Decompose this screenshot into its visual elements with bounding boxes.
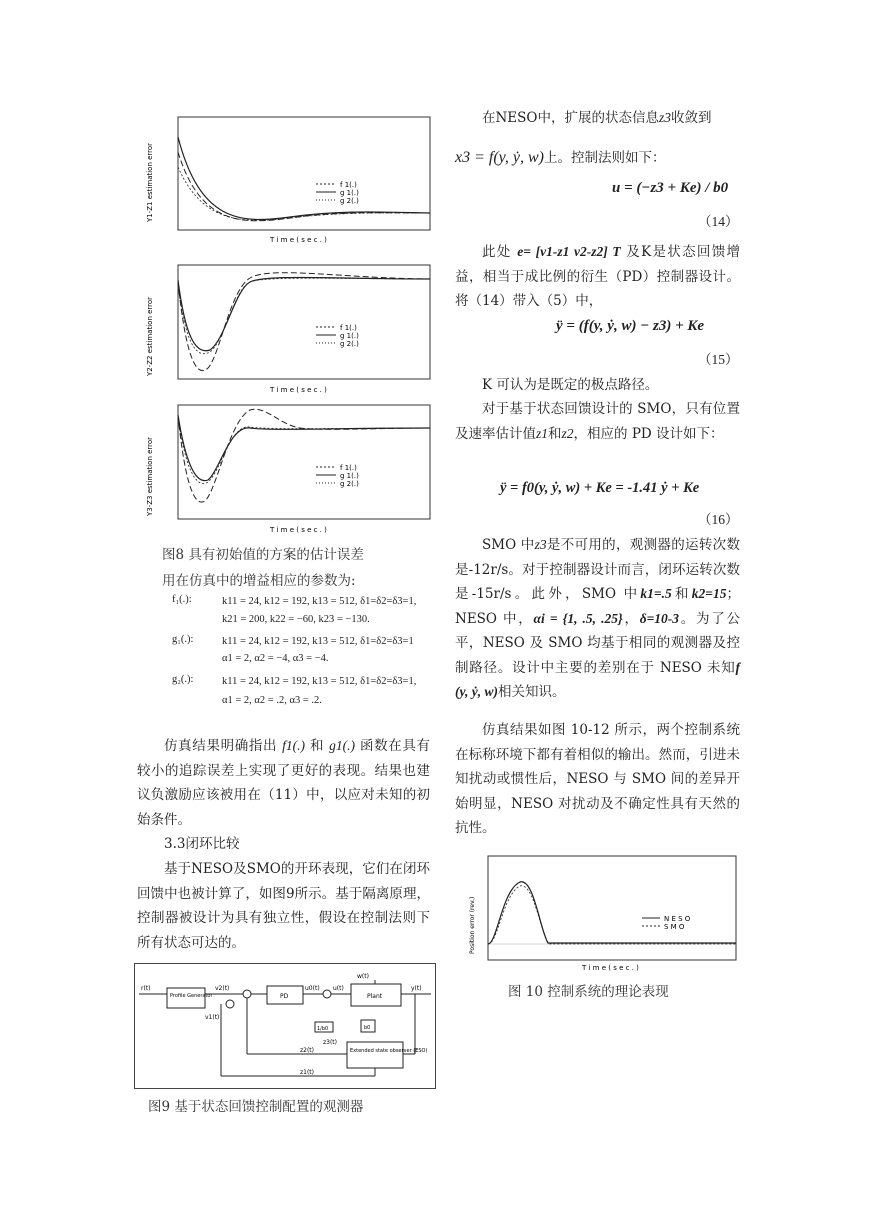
param-line-1b: k21 = 200, k22 = −60, k23 = −130. bbox=[222, 614, 370, 625]
param-line-1a: k11 = 24, k12 = 192, k13 = 512, δ1=δ2=δ3=1, bbox=[222, 596, 417, 607]
param-fn-2: g₁(.): bbox=[172, 634, 194, 645]
fig9-caption: 图9 基于状态回馈控制配置的观测器 bbox=[148, 1099, 364, 1115]
left-para-1 bbox=[137, 734, 430, 832]
fig10-svg bbox=[462, 850, 742, 972]
fig8-panel-2-svg bbox=[140, 260, 440, 396]
fig10-legend-neso: N E S O bbox=[664, 915, 691, 923]
fig9-eso: Extended state observer (ESO) bbox=[350, 1048, 428, 1054]
fig8-p2-ylabel: Y2-Z2 estimation error bbox=[146, 296, 154, 376]
fig8-p1-legend-2: g 1(.) bbox=[340, 189, 359, 197]
right-para-5: SMO 中z3是不可用的，观测器的运转次数是-12r/s。对于控制器设计而言，闭环运转次数是-15r/s。此外，SMO 中k1=.5和k2=15； NESO 中，αi = {1, .5, .25}，δ=10-3。为了公平，NESO 及 SMO 均基于相同的观测器及控制路径。设计中主要的差别在于 NESO 未知f (y, ẏ, w)相关知识。 bbox=[455, 537, 740, 700]
eq-16: ÿ = f0(y, ẏ, w) + Ke = -1.41 ẏ + Ke bbox=[500, 480, 700, 496]
eq-14-number: （14） bbox=[698, 214, 739, 229]
right-para-3: K 可认为是既定的极点路径。 bbox=[482, 377, 659, 393]
p5-k1: k1=.5 bbox=[640, 586, 672, 601]
fig9-z3: z3(t) bbox=[323, 1039, 338, 1046]
p5-z3: z3 bbox=[534, 537, 547, 552]
fig9-z2: z2(t) bbox=[300, 1047, 315, 1054]
left-para-2: 基于NESO及SMO的开环表现，它们在闭环回馈中也被计算了，如图9所示。基于隔离原理，控制器被设计为具有独立性，假设在控制法则下所有状态可达的。 bbox=[137, 861, 430, 951]
p2-text-b: 及K是状态回馈增益，相当于成比例的衍生（PD）控制器设计。将（14）带入（5）中， bbox=[455, 244, 741, 309]
fig8-p1-legend-1: f 1(.) bbox=[340, 181, 357, 189]
para1-text-b: 函数在具有较小的追踪误差上实现了更好的表现。结果也建议负激励应该被用在（11）中，以应对未知的初始条件。 bbox=[137, 738, 431, 828]
fig8-p3-xlabel: T i m e ( s e c . ) bbox=[270, 526, 327, 534]
p4-z1: z1 bbox=[536, 425, 549, 441]
right-para-1b bbox=[455, 146, 740, 171]
param-line-3b: α1 = 2, α2 = .2, α3 = .2. bbox=[222, 695, 322, 706]
fig9-plant: Plant bbox=[367, 993, 383, 1000]
gain-params bbox=[172, 594, 442, 714]
fig9-v2: v2(t) bbox=[215, 985, 230, 992]
p5-text-d: 。为了公平，NESO 及 SMO 均基于相同的观测器及控制路径。设计中主要的差别在于 NESO 未知 bbox=[455, 610, 740, 676]
fig8-p1-xlabel: T i m e ( s e c . ) bbox=[270, 236, 327, 244]
p5-text-b: 是不可用的，观测器的运转次数是-12r/s。对于控制器设计而言，闭环运转次数是-15r/s。此外，SMO 中 bbox=[455, 537, 740, 602]
p5-text-e: 相关知识。 bbox=[497, 684, 566, 700]
section-heading: 3.3闭环比较 bbox=[164, 836, 240, 852]
fig8-p2-legend-3: g 2(.) bbox=[340, 340, 359, 348]
param-line-2b: α1 = 2, α2 = −4, α3 = −4. bbox=[222, 653, 329, 664]
fig9-z1: z1(t) bbox=[300, 1069, 315, 1076]
p5-k2: k2=15 bbox=[691, 586, 727, 601]
fig8-panel-3 bbox=[140, 400, 440, 536]
fig9-b0inv: 1/b0 bbox=[317, 1026, 329, 1032]
fig8-p3-ylabel: Y3-Z3 estimation error bbox=[146, 436, 154, 516]
fig8-p1-legend-3: g 2(.) bbox=[340, 197, 359, 205]
fig8-panel-3-svg bbox=[140, 400, 440, 536]
fig8-panel-1-svg bbox=[140, 112, 440, 246]
p5-f: f (y, ẏ, w) bbox=[455, 659, 740, 699]
fig10-xlabel: T i m e ( s e c . ) bbox=[582, 964, 639, 972]
p1-z3: z3 bbox=[658, 110, 671, 125]
fig9-svg bbox=[135, 964, 435, 1088]
fig9-v1: v1(t) bbox=[205, 1014, 220, 1021]
p1-text-b: 收敛到 bbox=[671, 110, 712, 126]
para1-text-a: 仿真结果明确指出 bbox=[164, 738, 278, 754]
right-para-2 bbox=[455, 240, 740, 314]
p5-and: 和 bbox=[671, 586, 692, 602]
p1-eq: x3 = f(y, ẏ, w) bbox=[455, 149, 544, 166]
fig10-plot bbox=[462, 850, 742, 972]
fig9-y: y(t) bbox=[411, 985, 422, 992]
p2-text-a: 此处 bbox=[482, 244, 512, 260]
fig8-p3-legend-3: g 2(.) bbox=[340, 480, 359, 488]
right-para-4 bbox=[455, 397, 740, 446]
fig8-caption: 图8 具有初始值的方案的估计误差 bbox=[162, 547, 364, 563]
fig9-profile: Profile Generator bbox=[170, 993, 213, 999]
fig9-u0: u0(t) bbox=[305, 985, 320, 992]
fig9-w: w(t) bbox=[357, 973, 369, 980]
p2-e-vector: e= [v1-z1 v2-z2] T bbox=[517, 244, 621, 259]
p5-delta: δ=10-3 bbox=[639, 610, 680, 626]
p5-alpha: αi = {1, .5, .25} bbox=[533, 610, 623, 626]
eq-15: ÿ = (f(y, ẏ, w) − z3) + Ke bbox=[556, 318, 705, 334]
para1-and: 和 bbox=[310, 738, 325, 754]
fig8-panel-1 bbox=[140, 112, 440, 246]
p5-text-c: ； NESO 中， bbox=[455, 586, 740, 627]
right-para-6: 仿真结果如图 10-12 所示，两个控制系统在标称环境下都有着相似的输出。然而，引进未知扰动或惯性后，NESO 与 SMO 间的差异开始明显，NESO 对扰动及不确定性具有天然的抗性。 bbox=[455, 722, 740, 836]
p1-text-a: 在NESO中，扩展的状态信息 bbox=[482, 110, 659, 126]
param-fn-3: g₂(.): bbox=[172, 674, 194, 685]
fig8-panel-2 bbox=[140, 260, 440, 396]
fig8-p2-xlabel: T i m e ( s e c . ) bbox=[270, 386, 327, 394]
p4-text-b: ，相应的 PD 设计如下： bbox=[573, 425, 724, 442]
p1-text-c: 上。控制法则如下： bbox=[544, 150, 666, 166]
fig8-p2-legend-2: g 1(.) bbox=[340, 332, 359, 340]
eq-15-number: （15） bbox=[698, 352, 739, 367]
para1-g1: g1(.) bbox=[329, 738, 355, 753]
fig9-u: u(t) bbox=[333, 985, 344, 992]
fig8-p1-ylabel: Y1-Z1 estimation error bbox=[146, 142, 154, 222]
fig9-r: r(t) bbox=[141, 985, 151, 992]
param-line-3a: k11 = 24, k12 = 192, k13 = 512, δ1=δ2=δ3=1, bbox=[222, 676, 417, 687]
eq-14: u = (−z3 + Ke) / b0 bbox=[612, 180, 729, 196]
p4-z2: z2 bbox=[561, 425, 574, 441]
fig9-pd: PD bbox=[280, 993, 289, 1000]
gain-intro: 用在仿真中的增益相应的参数为: bbox=[162, 573, 356, 589]
fig10-ylabel: Position error (rev.) bbox=[469, 896, 476, 954]
fig10-legend-smo: S M O bbox=[664, 923, 685, 931]
fig10-caption: 图 10 控制系统的理论表现 bbox=[508, 984, 669, 1000]
fig8-p2-legend-1: f 1(.) bbox=[340, 324, 357, 332]
eq-16-number: （16） bbox=[698, 512, 739, 527]
fig8-p3-legend-1: f 1(.) bbox=[340, 464, 357, 472]
p4-and: 和 bbox=[548, 425, 562, 442]
right-para-1 bbox=[455, 106, 740, 131]
param-line-2a: k11 = 24, k12 = 192, k13 = 512, δ1=δ2=δ3=1 bbox=[222, 636, 414, 647]
para1-f1: f1(.) bbox=[282, 738, 306, 753]
fig9-b0: b0 bbox=[364, 1025, 371, 1031]
fig9-diagram bbox=[134, 963, 436, 1089]
p4-text-a: 对于基于状态回馈设计的 SMO，只有位置及速率估计值 bbox=[455, 401, 740, 442]
param-fn-1: f₁(.): bbox=[172, 594, 192, 605]
fig8-p3-legend-2: g 1(.) bbox=[340, 472, 359, 480]
p5-text-a: SMO 中 bbox=[482, 537, 535, 553]
